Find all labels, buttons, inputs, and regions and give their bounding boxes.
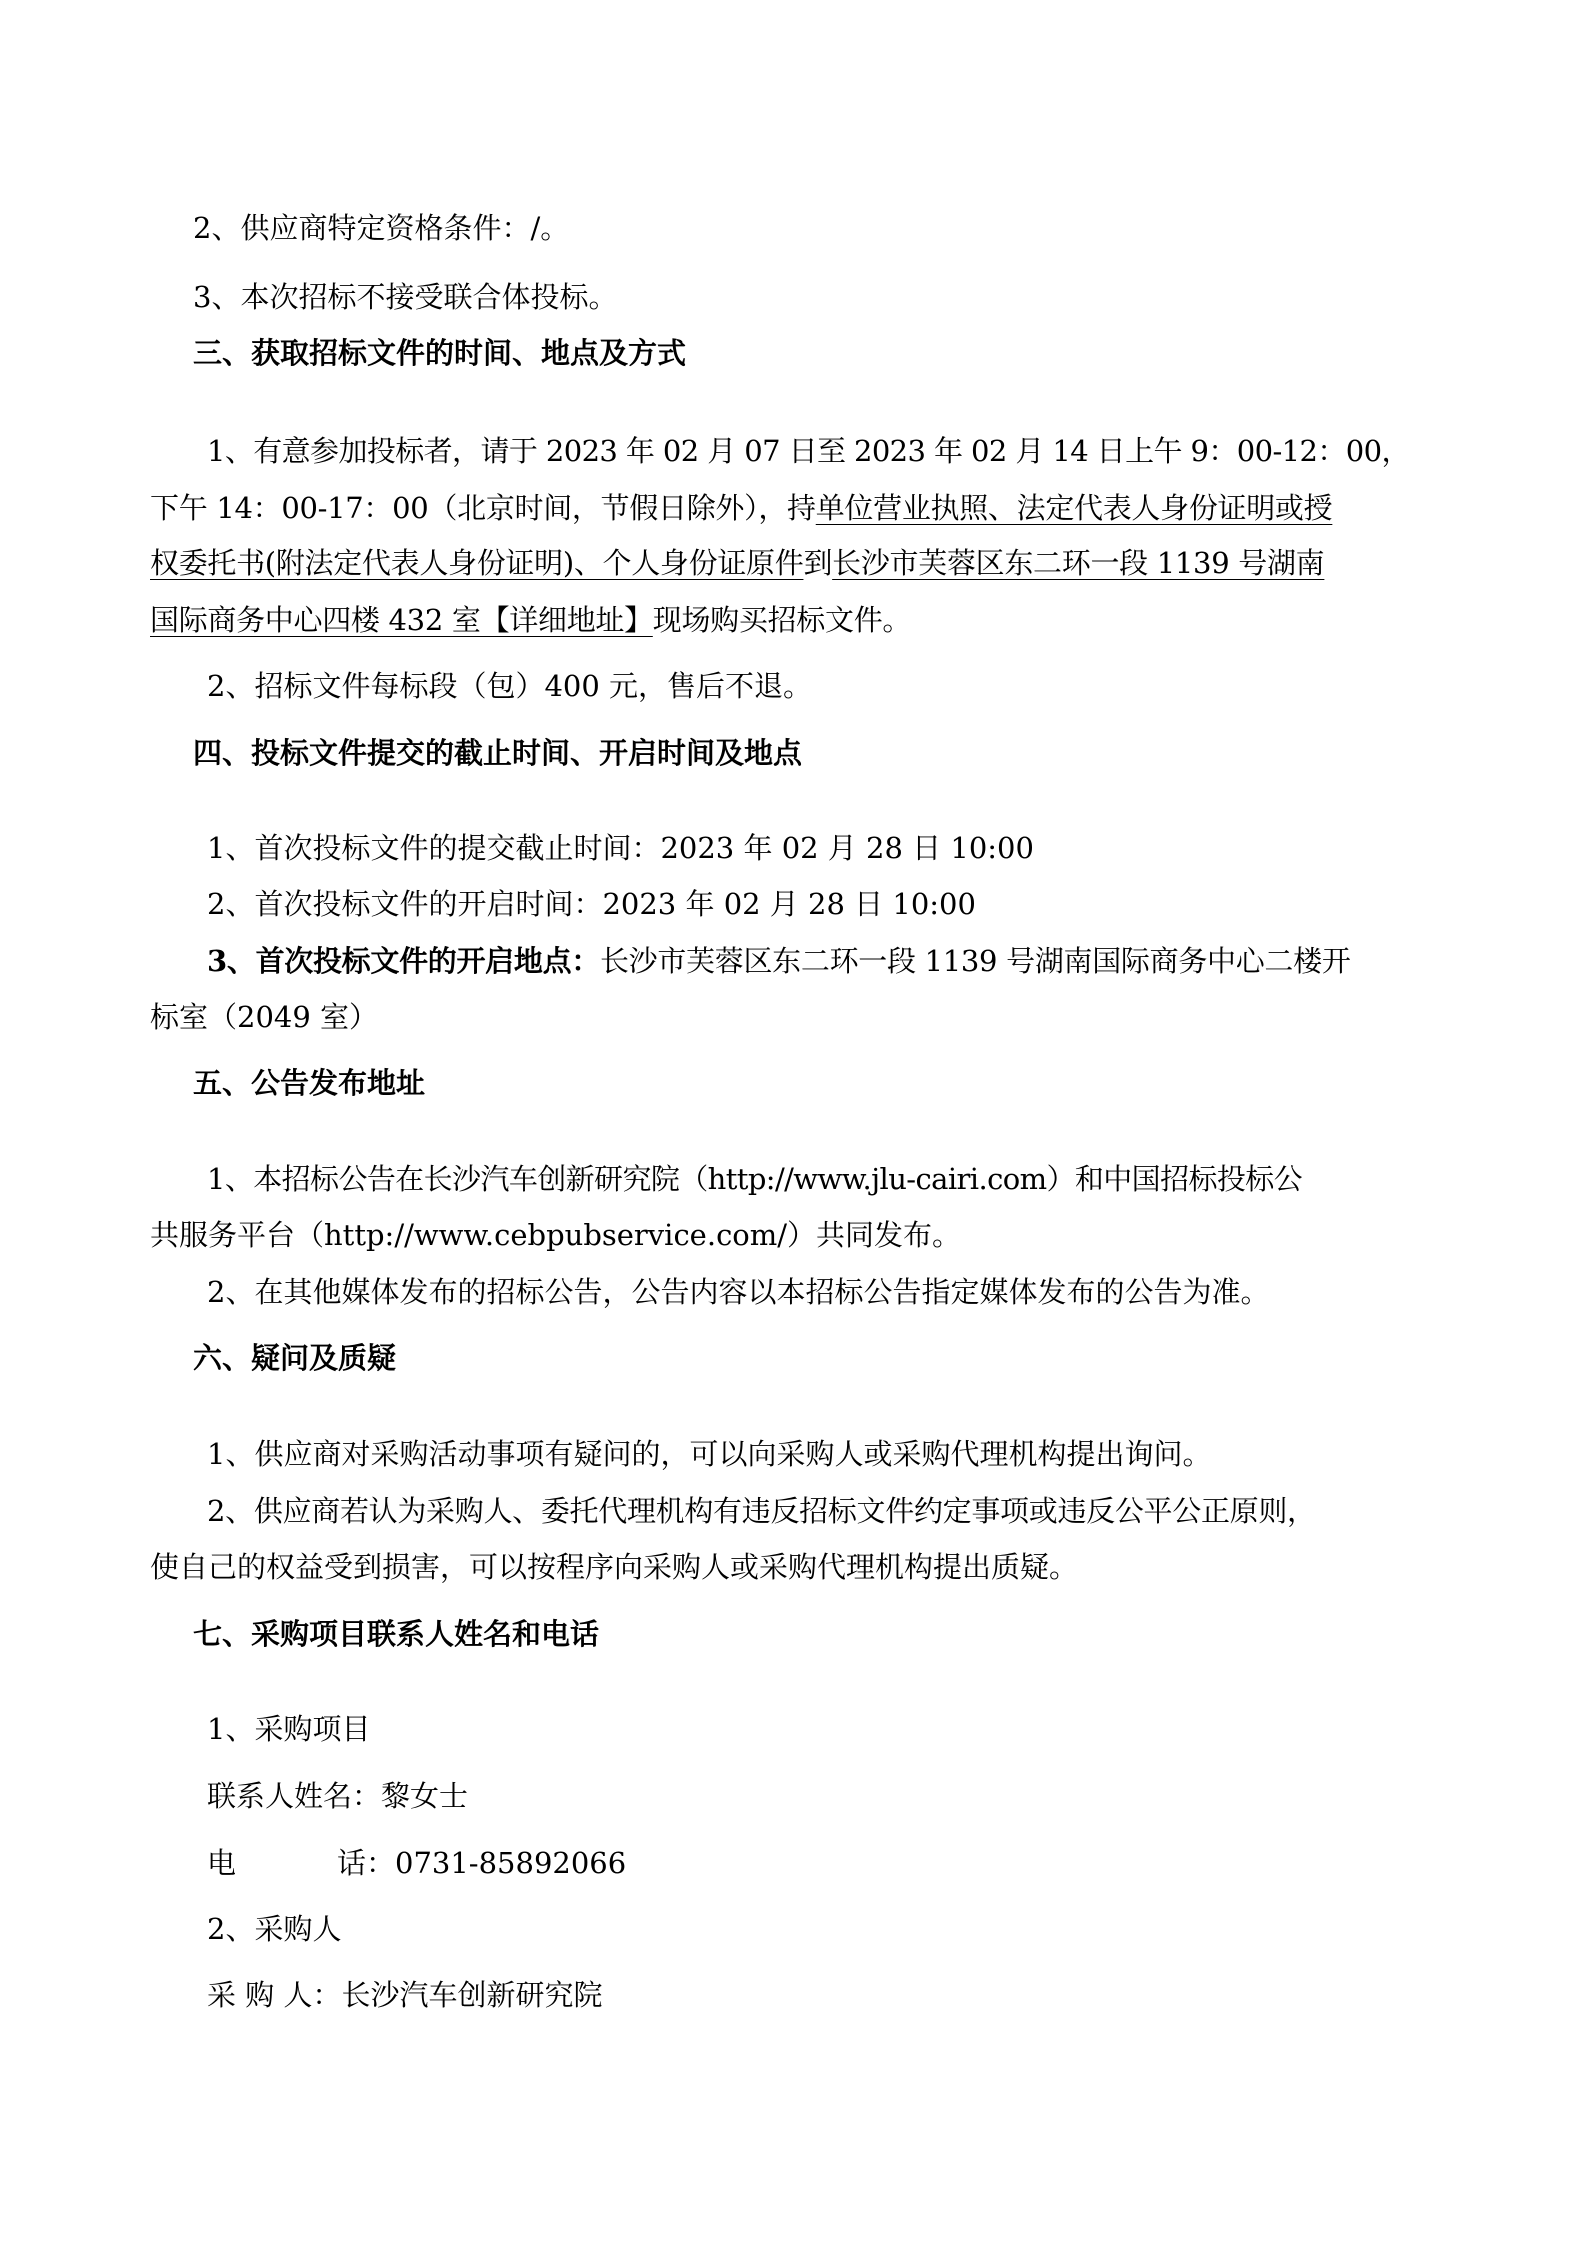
section-5-heading: 五、公告发布地址 — [193, 1066, 426, 1100]
s3-p1-required-documents-cont: 权委托书(附法定代表人身份证明)、个人身份证原件 — [150, 546, 804, 580]
s6-paragraph-2-line-1: 2、供应商若认为采购人、委托代理机构有违反招标文件约定事项或违反公平公正原则， — [207, 1494, 1316, 1528]
s6-paragraph-2-line-2: 使自己的权益受到损害，可以按程序向采购人或采购代理机构提出质疑。 — [150, 1550, 1079, 1584]
qualification-item-3: 3、本次招标不接受联合体投标。 — [193, 280, 618, 314]
s3-p1-purchase-text: 现场购买招标文件。 — [652, 603, 912, 637]
s3-paragraph-1-line-2 — [150, 488, 1332, 528]
s7-phone-label: 电 — [207, 1846, 237, 1880]
section-6-heading: 六、疑问及质疑 — [193, 1341, 397, 1375]
section-4-heading: 四、投标文件提交的截止时间、开启时间及地点 — [193, 736, 803, 770]
section-7-heading: 七、采购项目联系人姓名和电话 — [193, 1617, 600, 1651]
s4-paragraph-2: 2、首次投标文件的开启时间：2023 年 02 月 28 日 10:00 — [207, 887, 976, 921]
s3-p1-address: 长沙市芙蓉区东二环一段 1139 号湖南 — [832, 546, 1325, 580]
s7-purchaser-label: 采 购 人： — [207, 1978, 342, 2012]
s7-phone-value: 话：0731-85892066 — [337, 1846, 627, 1880]
s7-purchaser-value: 长沙汽车创新研究院 — [341, 1978, 603, 2012]
s3-paragraph-1-line-1: 1、有意参加投标者，请于 2023 年 02 月 07 日至 2023 年 02 月 14 日上午 9：00-12：00， — [207, 434, 1410, 468]
s3-p1-line2-text: 下午 14：00-17：00（北京时间，节假日除外），持 — [150, 491, 816, 525]
s7-item-2: 2、采购人 — [207, 1912, 342, 1946]
s3-paragraph-1-line-4 — [150, 600, 911, 640]
s4-paragraph-3-line-2: 标室（2049 室） — [150, 1000, 379, 1034]
s3-p1-to: 到 — [803, 546, 833, 580]
s7-item-1: 1、采购项目 — [207, 1712, 371, 1746]
qualification-item-2: 2、供应商特定资格条件：/。 — [193, 211, 570, 245]
s4-p3-label: 3、首次投标文件的开启地点： — [207, 944, 600, 978]
s5-paragraph-1-line-2: 共服务平台（http://www.cebpubservice.com/）共同发布。 — [150, 1218, 962, 1252]
s3-paragraph-1-line-3 — [150, 543, 1324, 583]
s7-purchaser — [207, 1975, 602, 2015]
section-3-heading: 三、获取招标文件的时间、地点及方式 — [193, 336, 687, 370]
s7-contact-name: 联系人姓名：黎女士 — [207, 1779, 469, 1813]
s3-paragraph-2: 2、招标文件每标段（包）400 元，售后不退。 — [207, 669, 813, 703]
s5-paragraph-2: 2、在其他媒体发布的招标公告，公告内容以本招标公告指定媒体发布的公告为准。 — [207, 1275, 1270, 1309]
s4-p3-location: 长沙市芙蓉区东二环一段 1139 号湖南国际商务中心二楼开 — [599, 944, 1351, 978]
s4-paragraph-3-line-1 — [207, 941, 1351, 981]
s6-paragraph-1: 1、供应商对采购活动事项有疑问的，可以向采购人或采购代理机构提出询问。 — [207, 1437, 1212, 1471]
s5-paragraph-1-line-1: 1、本招标公告在长沙汽车创新研究院（http://www.jlu-cairi.com）和中国招标投标公 — [207, 1162, 1303, 1196]
s4-paragraph-1: 1、首次投标文件的提交截止时间：2023 年 02 月 28 日 10:00 — [207, 831, 1034, 865]
s3-p1-required-documents: 单位营业执照、法定代表人身份证明或授 — [815, 491, 1333, 525]
s3-p1-address-cont: 国际商务中心四楼 432 室【详细地址】 — [150, 603, 653, 637]
